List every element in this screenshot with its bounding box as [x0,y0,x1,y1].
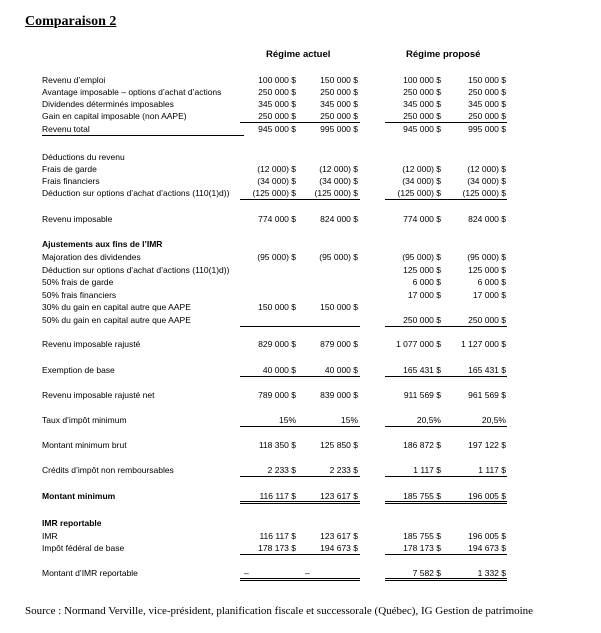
cell-proposed-2: 194 673 $ [468,543,506,553]
cell-proposed-2: 1 127 000 $ [461,339,506,349]
cell-current-2: 250 000 $ [320,87,358,97]
cell-proposed-2: 250 000 $ [468,315,506,325]
cell-current-2: 2 233 $ [329,465,358,475]
cell-proposed-1: 165 431 $ [403,365,441,375]
header-current-regime: Régime actuel [266,49,331,60]
cell-current-2: 15% [340,415,358,425]
row-label: Revenu imposable rajusté [42,339,141,349]
cell-proposed-1: 345 000 $ [403,99,441,109]
cell-current-1: 774 000 $ [258,214,296,224]
table-row [0,364,601,376]
section-heading [0,238,601,250]
cell-current-1: 100 000 $ [258,75,296,85]
cell-proposed-2: 197 122 $ [468,440,506,450]
cell-proposed-2: 150 000 $ [468,75,506,85]
cell-current-1: 789 000 $ [258,390,296,400]
cell-proposed-1: 250 000 $ [403,315,441,325]
row-label: Déduction sur options d’achat d’actions (110(1)d)) [42,265,230,275]
table-row [0,338,601,350]
row-label: Revenu imposable [42,214,113,224]
cell-proposed-1: 185 755 $ [403,531,441,541]
cell-proposed-1: 250 000 $ [403,87,441,97]
row-label: Montant minimum [42,491,116,501]
cell-proposed-1: 100 000 $ [403,75,441,85]
underline [42,135,244,136]
cell-current-1: (125 000) $ [252,188,296,198]
cell-proposed-1: (12 000) $ [402,164,441,174]
row-label: Majoration des dividendes [42,252,141,262]
table-row [0,110,601,122]
cell-current-1: 250 000 $ [258,111,296,121]
double-underline [240,501,360,504]
underline [385,199,507,200]
cell-current-2: 839 000 $ [320,390,358,400]
row-label: 50% du gain en capital autre que AAPE [42,315,191,325]
cell-proposed-1: 125 000 $ [403,265,441,275]
source-note: Source : Normand Verville, vice-président, planification fiscale et successorale (Québec), IG Gestion de patrimoine [25,605,534,617]
cell-current-1: 250 000 $ [258,87,296,97]
section-heading [0,151,601,163]
cell-current-1: 829 000 $ [258,339,296,349]
cell-current-2: (95 000) $ [319,252,358,262]
cell-proposed-2: 20,5% [481,415,506,425]
cell-current-2: 995 000 $ [320,124,358,134]
table-row [0,276,601,288]
table-row [0,314,601,326]
cell-proposed-1: 186 872 $ [403,440,441,450]
cell-proposed-1: 774 000 $ [403,214,441,224]
cell-current-2: 125 850 $ [320,440,358,450]
cell-current-2: 150 000 $ [320,75,358,85]
table-row-total [0,123,601,135]
underline [240,476,360,477]
cell-current-1: 118 350 $ [258,440,296,450]
row-label: Ajustements aux fins de l’IMR [42,239,163,249]
table-row [0,530,601,542]
cell-proposed-2: 1 332 $ [477,568,506,578]
cell-proposed-2: 250 000 $ [468,111,506,121]
cell-proposed-2: 6 000 $ [477,277,506,287]
cell-current-1: 345 000 $ [258,99,296,109]
cell-current-1: 116 117 $ [259,491,296,501]
underline [385,426,507,427]
cell-proposed-2: 824 000 $ [468,214,506,224]
table-row [0,289,601,301]
cell-current-2: 123 617 $ [320,531,358,541]
cell-current-1: (12 000) $ [257,164,296,174]
row-label: Déduction sur options d’achat d’actions (110(1)d)) [42,188,230,198]
row-label: Taux d’impôt minimum [42,415,127,425]
row-label: Dividendes déterminés imposables [42,99,174,109]
table-row [0,213,601,225]
underline [385,476,507,477]
table-row [0,175,601,187]
cell-proposed-1: 945 000 $ [403,124,441,134]
underline [385,554,507,555]
cell-proposed-1: 250 000 $ [403,111,441,121]
row-label: Impôt fédéral de base [42,543,125,553]
cell-current-1: 945 000 $ [258,124,296,134]
row-label: Gain en capital imposable (non AAPE) [42,111,187,121]
cell-current-1: 178 173 $ [258,543,296,553]
cell-proposed-2: 196 005 $ [468,491,506,501]
row-label: Montant d’IMR reportable [42,568,138,578]
cell-current-2: (125 000) $ [314,188,358,198]
table-row [0,301,601,313]
table-row [0,86,601,98]
underline [240,376,360,377]
cell-current-2: 123 617 $ [320,491,358,501]
cell-proposed-2: (34 000) $ [467,176,506,186]
cell-current-1: 150 000 $ [258,302,296,312]
underline [385,376,507,377]
cell-current-1: 2 233 $ [267,465,296,475]
cell-proposed-2: 345 000 $ [468,99,506,109]
underline [240,199,360,200]
header-proposed-regime: Régime proposé [406,49,481,60]
row-label: 50% frais financiers [42,290,117,300]
row-label: IMR [42,531,58,541]
row-label: Avantage imposable – options d’achat d’actions [42,87,222,97]
cell-current-2: 250 000 $ [320,111,358,121]
row-label: Frais de garde [42,164,97,174]
underline [385,326,507,327]
cell-current-2: 40 000 $ [324,365,358,375]
row-label: Revenu total [42,124,90,134]
row-label: 30% du gain en capital autre que AAPE [42,302,191,312]
row-label: IMR reportable [42,518,102,528]
underline [240,426,360,427]
cell-current-1: – [244,568,249,578]
cell-current-2: 345 000 $ [320,99,358,109]
table-row [0,464,601,476]
cell-proposed-1: 1 117 $ [413,465,441,475]
double-underline [240,578,360,581]
row-label: Montant minimum brut [42,440,127,450]
section-heading [0,517,601,529]
underline [240,554,360,555]
double-underline [385,501,507,504]
cell-current-1: 40 000 $ [262,365,296,375]
cell-proposed-2: (95 000) $ [467,252,506,262]
row-label: Revenu d’emploi [42,75,106,85]
cell-proposed-1: (125 000) $ [397,188,441,198]
table-row [0,439,601,451]
cell-current-1: (34 000) $ [257,176,296,186]
cell-proposed-2: (12 000) $ [467,164,506,174]
cell-proposed-2: (125 000) $ [462,188,506,198]
cell-proposed-2: 961 569 $ [468,390,506,400]
cell-proposed-1: 1 077 000 $ [396,339,441,349]
cell-proposed-1: (34 000) $ [402,176,441,186]
table-row [0,542,601,554]
table-row [0,251,601,263]
cell-current-1: 116 117 $ [259,531,296,541]
cell-proposed-2: 165 431 $ [468,365,506,375]
double-underline [385,578,507,581]
row-label: Déductions du revenu [42,152,125,162]
cell-current-2: (34 000) $ [319,176,358,186]
cell-proposed-2: 1 117 $ [478,465,506,475]
cell-current-2: 194 673 $ [320,543,358,553]
table-row [0,74,601,86]
cell-proposed-1: 6 000 $ [412,277,441,287]
row-label: Frais financiers [42,176,100,186]
cell-proposed-2: 196 005 $ [468,531,506,541]
table-row [0,389,601,401]
cell-proposed-1: 7 582 $ [412,568,441,578]
cell-proposed-2: 125 000 $ [468,265,506,275]
cell-proposed-1: 178 173 $ [403,543,441,553]
cell-proposed-1: 185 755 $ [403,491,441,501]
table-row [0,163,601,175]
cell-proposed-2: 250 000 $ [468,87,506,97]
table-row [0,187,601,199]
table-row [0,98,601,110]
row-label: Revenu imposable rajusté net [42,390,155,400]
row-label: Exemption de base [42,365,115,375]
cell-proposed-2: 17 000 $ [472,290,506,300]
page-title: Comparaison 2 [25,14,117,29]
underline [240,326,360,327]
table-row [0,414,601,426]
row-label: Crédits d’impôt non remboursables [42,465,174,475]
table-row [0,264,601,276]
cell-proposed-1: 17 000 $ [407,290,441,300]
cell-current-2: 150 000 $ [320,302,358,312]
cell-proposed-2: 995 000 $ [468,124,506,134]
cell-proposed-1: (95 000) $ [402,252,441,262]
cell-current-2: (12 000) $ [319,164,358,174]
cell-current-1: 15% [278,415,296,425]
row-label: 50% frais de garde [42,277,114,287]
cell-proposed-1: 911 569 $ [403,390,441,400]
cell-current-1: (95 000) $ [257,252,296,262]
cell-current-2: 824 000 $ [320,214,358,224]
cell-current-2: 879 000 $ [320,339,358,349]
cell-proposed-1: 20,5% [416,415,441,425]
cell-current-2: – [305,568,310,578]
